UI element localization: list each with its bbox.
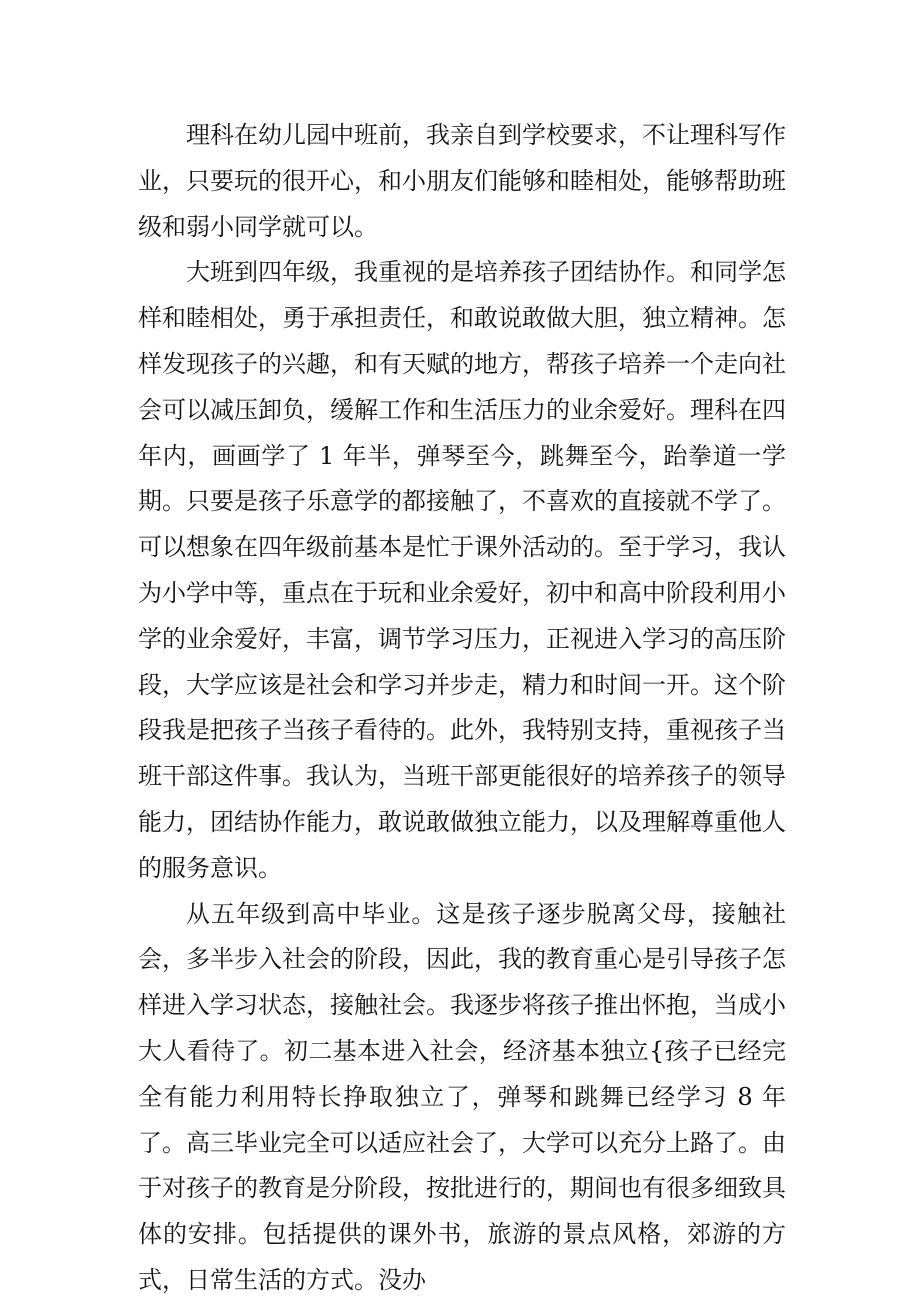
paragraph-3: 从五年级到高中毕业。这是孩子逐步脱离父母，接触社会，多半步入社会的阶段，因此，我的教育重心是引导孩子怎样进入学习状态，接触社会。我逐步将孩子推出怀抱，当成小大人看待了。初二基本进入社会，经济基本独立{孩子已经完全有能力利用特长挣取独立了，弹琴和跳舞已经学习 8 年了。高三毕业完全可以适应社会了，大学可以充分上路了。由于对孩子的教育是分阶段，按批进行的，期间也有很多细致具体的安排。包括提供的课外书，旅游的景点风格，郊游的方式，日常生活的方式。没办 <box>138 899 786 1294</box>
paragraph-2: 大班到四年级，我重视的是培养孩子团结协作。和同学怎样和睦相处，勇于承担责任，和敢说敢做大胆，独立精神。怎样发现孩子的兴趣，和有天赋的地方，帮孩子培养一个走向社会可以减压卸负，缓解工作和生活压力的业余爱好。理科在四年内，画画学了 1 年半，弹琴至今，跳舞至今，跆拳道一学期。只要是孩子乐意学的都接触了，不喜欢的直接就不学了。可以想象在四年级前基本是忙于课外活动的。至于学习，我认为小学中等，重点在于玩和业余爱好，初中和高中阶段利用小学的业余爱好，丰富，调节学习压力，正视进入学习的高压阶段，大学应该是社会和学习并步走，精力和时间一开。这个阶段我是把孩子当孩子看待的。此外，我特别支持，重视孩子当班干部这件事。我认为，当班干部更能很好的培养孩子的领导能力，团结协作能力，敢说敢做独立能力，以及理解尊重他人的服务意识。 <box>138 258 786 882</box>
document-body <box>138 113 786 1304</box>
paragraph-1: 理科在幼儿园中班前，我亲自到学校要求，不让理科写作业，只要玩的很开心，和小朋友们能够和睦相处，能够帮助班级和弱小同学就可以。 <box>138 121 786 241</box>
